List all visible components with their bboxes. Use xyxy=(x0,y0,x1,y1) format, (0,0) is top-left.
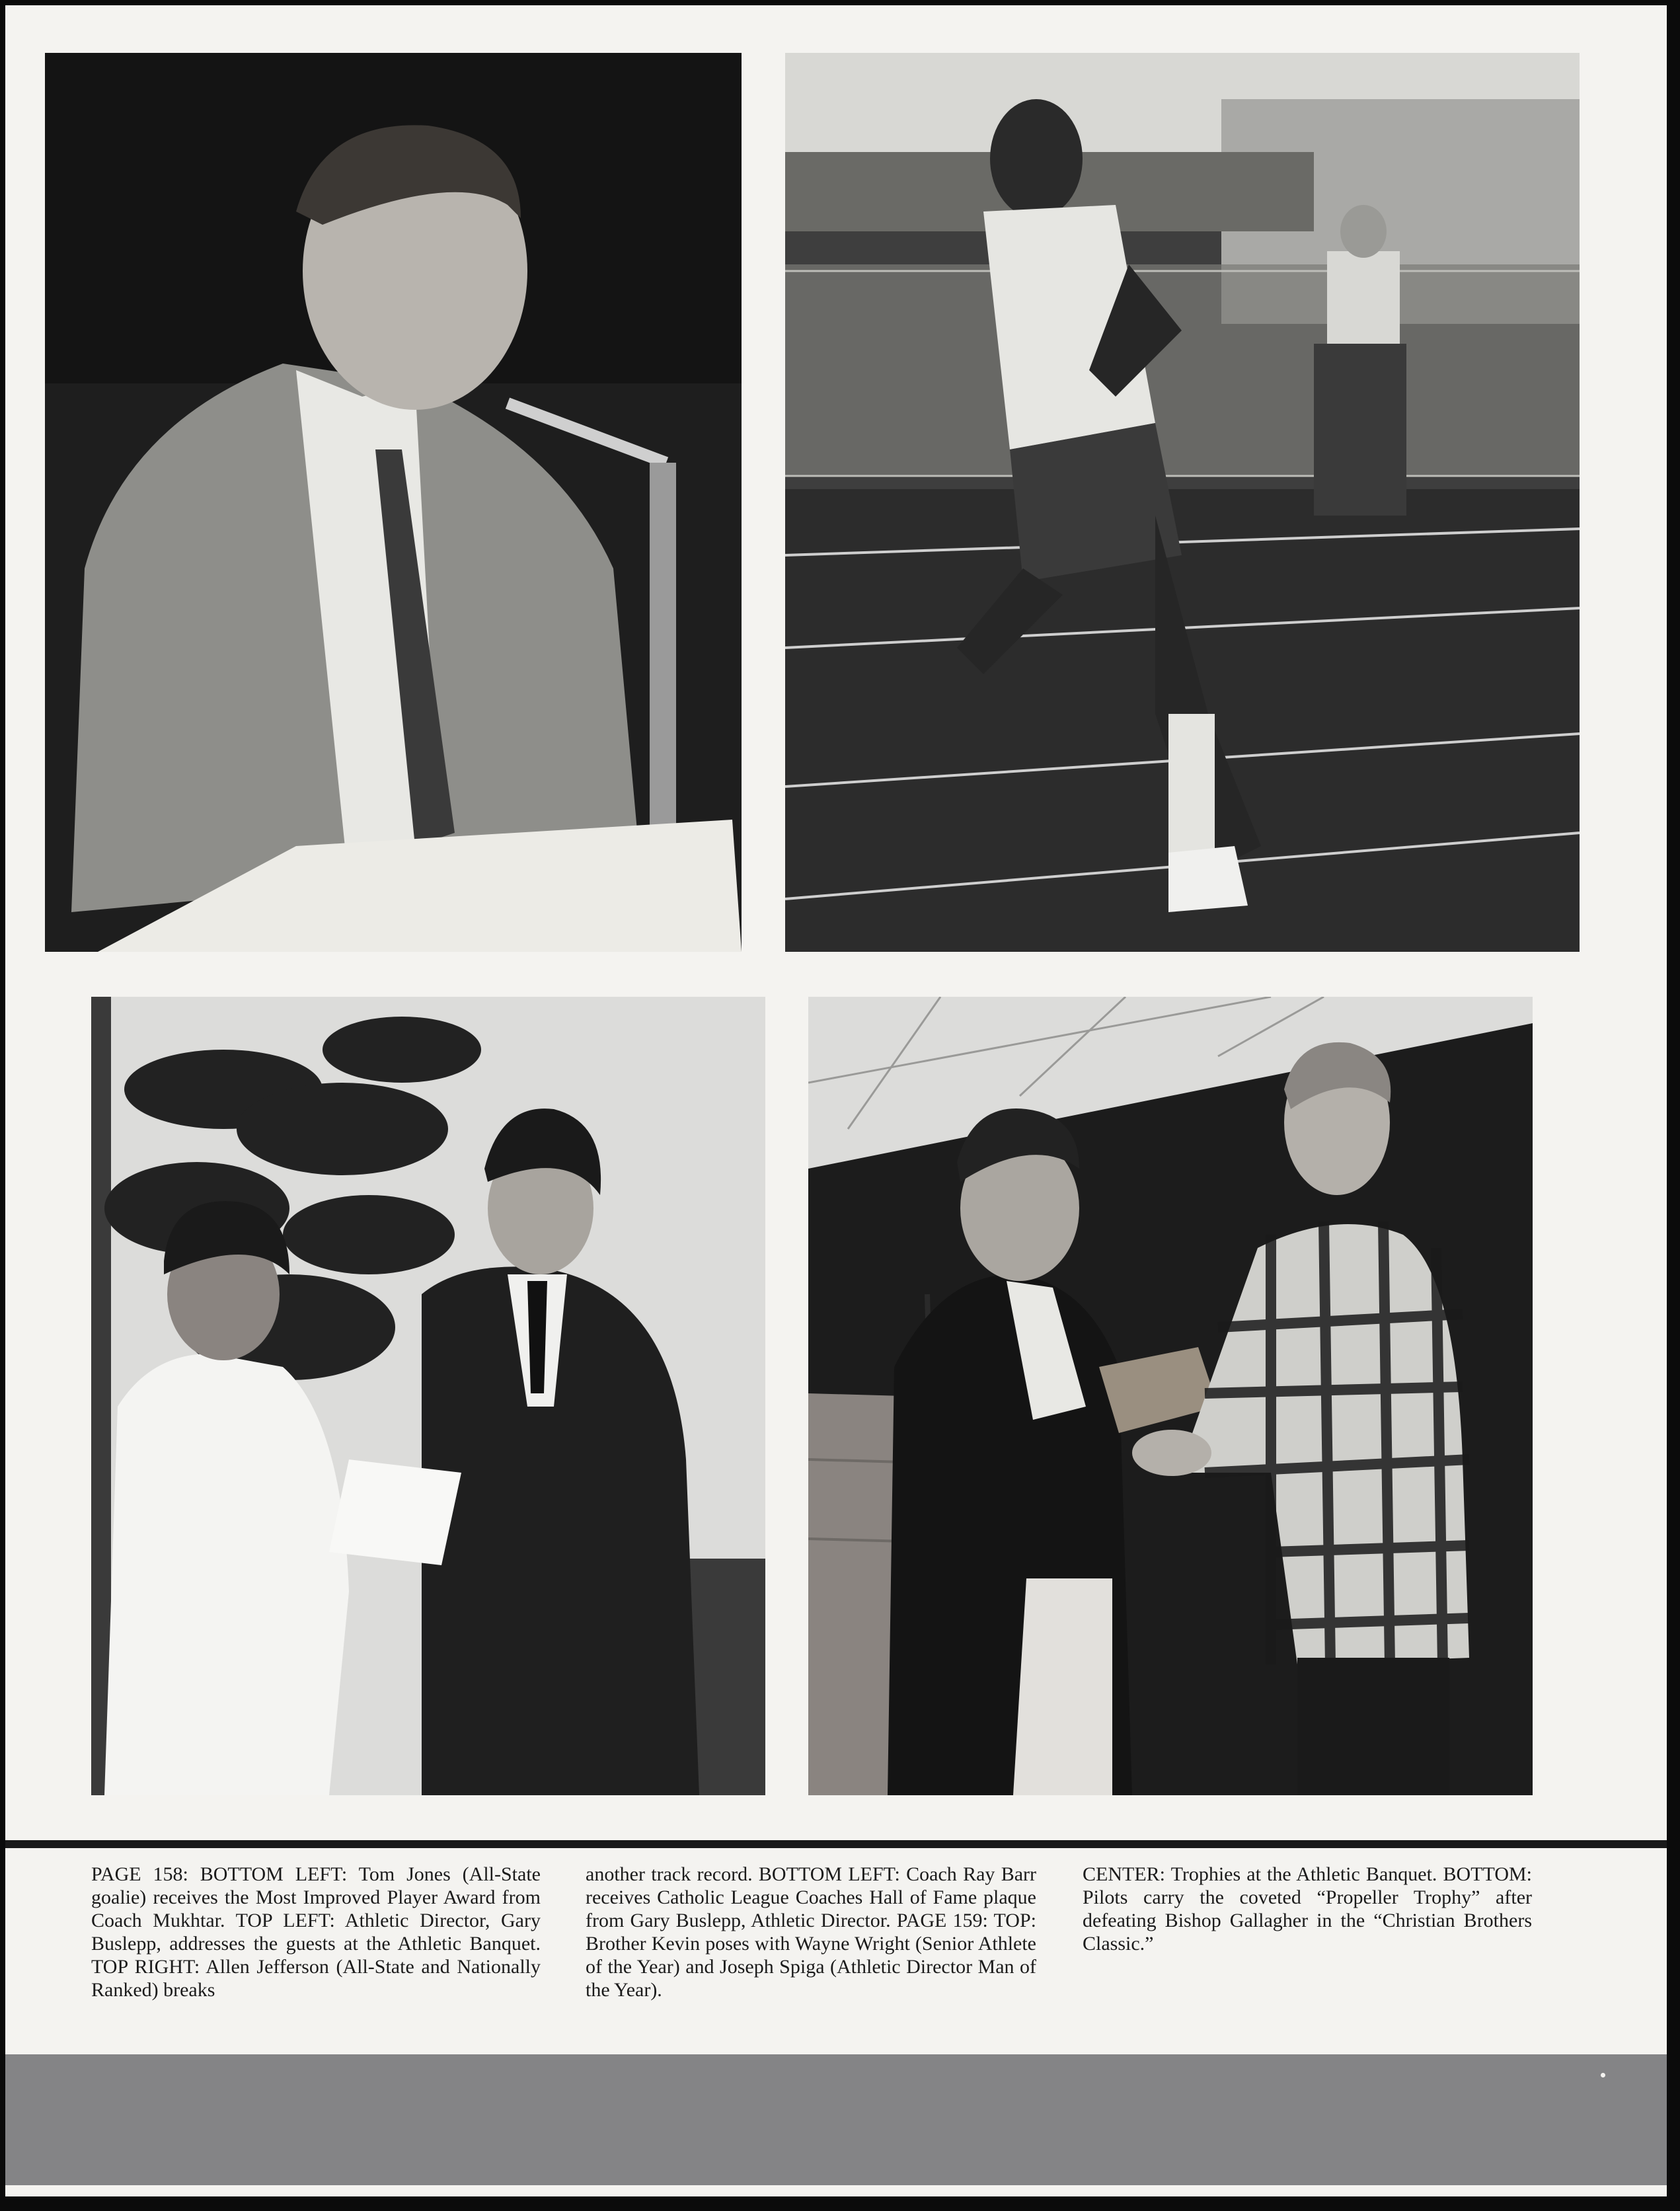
caption-column-3: CENTER: Trophies at the Athletic Banquet. BOTTOM: Pilots carry the coveted “Propeller Trophy” after defeating Bishop Gallagher in the “Christian Brothers Classic.” xyxy=(1083,1863,1532,1955)
yearbook-page xyxy=(5,5,1667,2196)
photo-track-runner xyxy=(785,53,1580,952)
caption-column-2: another track record. BOTTOM LEFT: Coach Ray Barr receives Catholic League Coaches Hall of Fame plaque from Gary Buslepp, Athletic Director. PAGE 159: TOP: Brother Kevin poses with Wayne Wright (Senior Athlete of the Year) and Joseph Spiga (Athletic Director Man of the Year). xyxy=(586,1863,1036,2001)
photo-plaque-presentation xyxy=(808,997,1533,1795)
photo-award-presentation xyxy=(91,997,765,1795)
footer-dot xyxy=(1601,2073,1605,2077)
footer-band xyxy=(5,2054,1667,2185)
caption-divider xyxy=(5,1840,1667,1848)
caption-column-1: PAGE 158: BOTTOM LEFT: Tom Jones (All-State goalie) receives the Most Improved Player Award from Coach Mukhtar. TOP LEFT: Athletic Director, Gary Buslepp, addresses the guests at the Athletic Banquet. TOP RIGHT: Allen Jefferson (All-State and Nationally Ranked) breaks xyxy=(91,1863,541,2001)
photo-podium-speaker xyxy=(45,53,742,952)
